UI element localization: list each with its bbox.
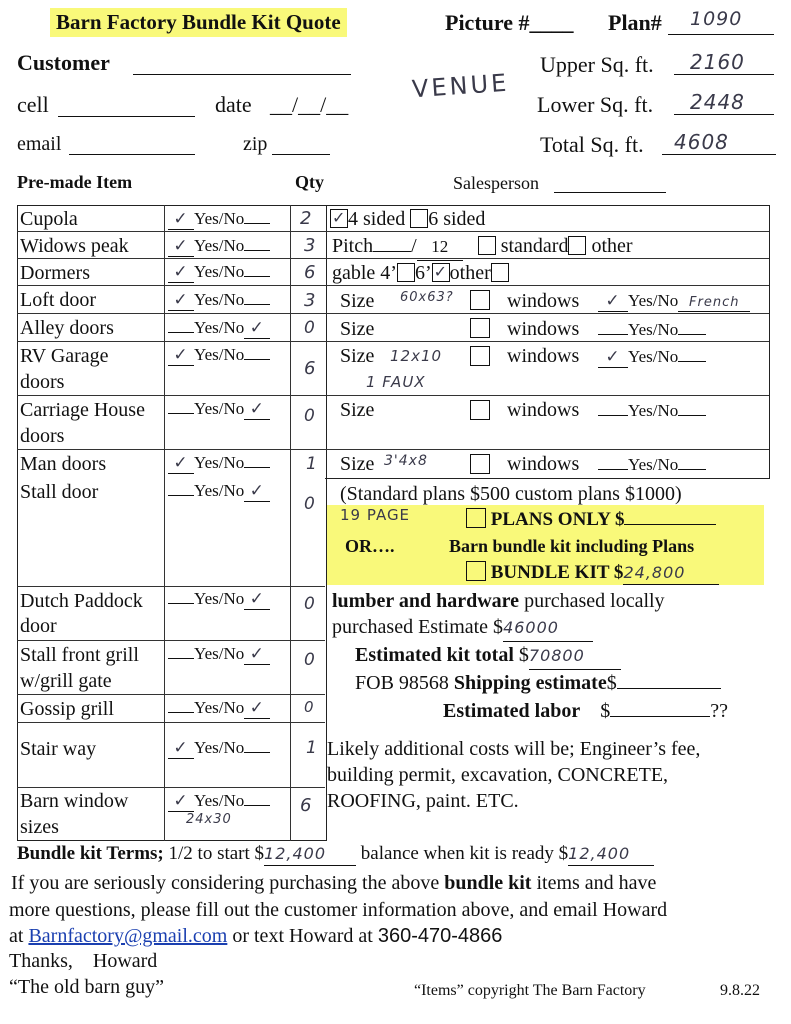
yes-no-loft-door[interactable]: ✓ Yes/No [168, 290, 270, 311]
row-divider [17, 694, 325, 695]
email-field[interactable] [69, 136, 195, 155]
pitch-other-checkbox[interactable] [568, 236, 586, 255]
loft-windows-label: windows [507, 290, 580, 312]
plan-label: Plan# [608, 10, 662, 35]
page-title: Barn Factory Bundle Kit Quote [50, 8, 347, 37]
qty-loft-door: 3 [304, 290, 317, 311]
rv-faux-note: 1 FAUX [366, 373, 426, 391]
item-widows-peak: Widows peak [20, 235, 129, 257]
lumber-estimate: purchased Estimate $46000 [332, 614, 593, 642]
qty-alley-doors: 0 [304, 318, 316, 338]
plan-value: 1090 [690, 8, 743, 30]
customer-field[interactable] [133, 54, 351, 75]
date-field[interactable]: __/__/__ [270, 92, 349, 117]
pitch-standard-checkbox[interactable] [478, 236, 496, 255]
cupola-4-sided-checkbox[interactable]: ✓ [330, 209, 348, 228]
rv-windows-label: windows [507, 345, 580, 367]
row-divider [17, 640, 325, 641]
row-divider [17, 722, 325, 723]
item-stall-front-grill: Stall front grill [20, 644, 139, 666]
item-rv-garage: RV Garage [20, 345, 109, 367]
loft-windows-yes-no[interactable]: ✓ Yes/No French [598, 291, 750, 312]
man-size-label: Size [340, 453, 375, 475]
yes-no-stall-door[interactable]: Yes/No ✓ [168, 481, 270, 502]
carriage-windows-yes-no[interactable]: Yes/No [598, 401, 706, 421]
salesperson-field[interactable] [554, 176, 666, 193]
estimated-labor: Estimated labor $ ?? [443, 700, 728, 722]
item-alley-doors: Alley doors [20, 317, 114, 339]
item-dutch-paddock: Dutch Paddock [20, 590, 143, 612]
cupola-options: ✓ 4 sided 6 sided [332, 208, 486, 230]
row-divider [17, 586, 325, 587]
bundle-kit-option: BUNDLE KIT $24,800 [466, 561, 719, 585]
shipping-estimate: FOB 98568 Shipping estimate$ [355, 670, 721, 696]
cell-field[interactable] [58, 96, 195, 117]
version: 9.8.22 [720, 982, 760, 999]
venue-note: VENUE [411, 68, 511, 104]
email-link[interactable]: Barnfactory@gmail.com [28, 925, 228, 947]
loft-size-label: Size [340, 290, 375, 312]
yes-no-cupola[interactable]: ✓ Yes/No [168, 209, 270, 230]
salesperson-label: Salesperson [453, 173, 539, 193]
premade-item-header: Pre-made Item [17, 172, 133, 192]
plans-only-checkbox[interactable] [466, 508, 486, 528]
alley-windows-label: windows [507, 318, 580, 340]
yes-no-man-doors[interactable]: ✓ Yes/No [168, 453, 270, 474]
signature-line: “The old barn guy” [9, 976, 164, 998]
row-divider [17, 395, 769, 396]
item-stall-door: Stall door [20, 481, 99, 503]
estimated-kit-total: Estimated kit total $70800 [355, 642, 621, 670]
plans-pricing-note: (Standard plans $500 custom plans $1000) [340, 483, 682, 505]
yes-no-barn-window[interactable]: ✓ Yes/No [168, 791, 270, 812]
copyright: “Items” copyright The Barn Factory [414, 982, 646, 999]
item-loft-door: Loft door [20, 289, 97, 311]
upper-sqft-label: Upper Sq. ft. [540, 52, 654, 77]
gable-4-checkbox[interactable] [397, 263, 415, 282]
yes-no-gossip-grill[interactable]: Yes/No ✓ [168, 698, 270, 719]
item-dutch-paddock-2: door [20, 615, 57, 637]
bundle-description: Barn bundle kit including Plans [449, 536, 695, 556]
zip-label: zip [243, 133, 268, 155]
terms-paragraph-2: more questions, please fill out the customer information above, and email Howard [9, 899, 668, 921]
email-label: email [17, 133, 62, 155]
item-carriage-house: Carriage House [20, 399, 145, 421]
lumber-line: lumber and hardware purchased locally [332, 590, 665, 612]
customer-label: Customer [17, 50, 110, 75]
row-divider [17, 341, 769, 342]
qty-man-doors: 1 [306, 454, 318, 474]
qty-dutch-paddock: 0 [304, 594, 316, 614]
qty-stall-front-grill: 0 [304, 650, 316, 670]
qty-barn-window: 6 [300, 795, 313, 816]
total-sqft-field[interactable] [662, 132, 776, 155]
barn-window-size-note: 24x30 [186, 812, 232, 827]
upper-sqft-field[interactable] [674, 52, 774, 75]
terms-paragraph-3: at Barnfactory@gmail.com or text Howard at 360-470-4866 [9, 925, 503, 947]
bundle-kit-terms: Bundle kit Terms; 1/2 to start $12,400 balance when kit is ready $12,400 [17, 843, 654, 866]
terms-paragraph-1: If you are seriously considering purchasing the above bundle kit items and have [11, 872, 657, 894]
lower-sqft-label: Lower Sq. ft. [537, 92, 654, 117]
qty-widows-peak: 3 [304, 235, 317, 256]
date-label: date [215, 92, 252, 117]
picture-number-label: Picture #____ [445, 10, 574, 35]
yes-no-stair-way[interactable]: ✓ Yes/No [168, 738, 270, 759]
yes-no-dutch-paddock[interactable]: Yes/No ✓ [168, 589, 270, 610]
plans-only-option: PLANS ONLY $ [466, 508, 716, 531]
yes-no-stall-front-grill[interactable]: Yes/No ✓ [168, 644, 270, 665]
cupola-6-sided-checkbox[interactable] [410, 209, 428, 228]
item-dormers: Dormers [20, 262, 90, 284]
loft-size-value: 60x63? [400, 290, 454, 305]
carriage-size-checkbox[interactable] [470, 400, 490, 420]
loft-size-checkbox[interactable] [470, 290, 490, 310]
alley-size-label: Size [340, 318, 375, 340]
row-divider [17, 449, 769, 450]
col-divider [290, 205, 291, 841]
additional-costs-line-2: building permit, excavation, CONCRETE, [327, 764, 669, 786]
row-divider [17, 313, 769, 314]
upper-sqft-value: 2160 [690, 50, 745, 74]
plan-field[interactable] [668, 8, 774, 35]
item-stair-way: Stair way [20, 738, 97, 760]
cell-label: cell [17, 92, 49, 117]
carriage-size-label: Size [340, 399, 375, 421]
additional-costs-line-3: ROOFING, paint. ETC. [327, 790, 519, 812]
gable-6-checkbox[interactable]: ✓ [432, 263, 450, 282]
alley-size-checkbox[interactable] [470, 318, 490, 338]
gable-other-checkbox[interactable] [491, 263, 509, 282]
item-rv-garage-2: doors [20, 371, 65, 393]
alley-windows-yes-no[interactable]: Yes/No [598, 320, 706, 340]
man-windows-yes-no[interactable]: Yes/No [598, 455, 706, 475]
yes-no-alley-doors[interactable]: Yes/No ✓ [168, 318, 270, 339]
yes-no-widows-peak[interactable]: ✓ Yes/No [168, 236, 270, 257]
item-barn-window-2: sizes [20, 816, 59, 838]
rv-windows-yes-no[interactable]: ✓ Yes/No [598, 347, 706, 368]
qty-cupola: 2 [300, 208, 313, 229]
yes-no-dormers[interactable]: ✓ Yes/No [168, 262, 270, 283]
thanks-line: Thanks, Howard [9, 950, 158, 972]
rv-size-value: 12x10 [390, 347, 443, 365]
qty-stall-door: 0 [304, 494, 316, 514]
yes-no-rv-garage[interactable]: ✓ Yes/No [168, 345, 270, 366]
qty-dormers: 6 [304, 262, 317, 283]
qty-gossip-grill: 0 [304, 698, 315, 716]
pitch-options: Pitch / 12 standard other [332, 233, 633, 261]
man-windows-label: windows [507, 453, 580, 475]
rv-size-label: Size [340, 345, 375, 367]
pages-note: 19 PAGE [340, 506, 411, 524]
yes-no-carriage-house[interactable]: Yes/No ✓ [168, 399, 270, 420]
additional-costs-line-1: Likely additional costs will be; Engineer’s fee, [327, 738, 701, 760]
lower-sqft-field[interactable] [674, 92, 774, 115]
col-divider [164, 205, 165, 841]
man-size-value: 3'4x8 [384, 453, 428, 469]
qty-carriage-house: 0 [304, 406, 316, 426]
item-man-doors: Man doors [20, 453, 107, 475]
item-carriage-house-2: doors [20, 425, 65, 447]
qty-header: Qty [295, 172, 324, 192]
item-cupola: Cupola [20, 208, 78, 230]
qty-stair-way: 1 [306, 738, 318, 758]
total-sqft-label: Total Sq. ft. [540, 132, 644, 157]
qty-rv-garage: 6 [304, 358, 317, 379]
item-barn-window: Barn window [20, 790, 129, 812]
item-gossip-grill: Gossip grill [20, 698, 114, 720]
carriage-windows-label: windows [507, 399, 580, 421]
or-label: OR…. [345, 536, 395, 556]
bundle-kit-checkbox[interactable] [466, 561, 486, 581]
item-stall-front-grill-2: w/grill gate [20, 670, 112, 692]
rv-size-checkbox[interactable] [470, 346, 490, 366]
lower-sqft-value: 2448 [690, 90, 745, 114]
total-sqft-value: 4608 [674, 130, 729, 154]
man-size-checkbox[interactable] [470, 454, 490, 474]
zip-field[interactable] [272, 136, 330, 155]
gable-options: gable 4’ 6’ ✓ other [332, 260, 509, 286]
phone-number: 360-470-4866 [377, 925, 503, 947]
